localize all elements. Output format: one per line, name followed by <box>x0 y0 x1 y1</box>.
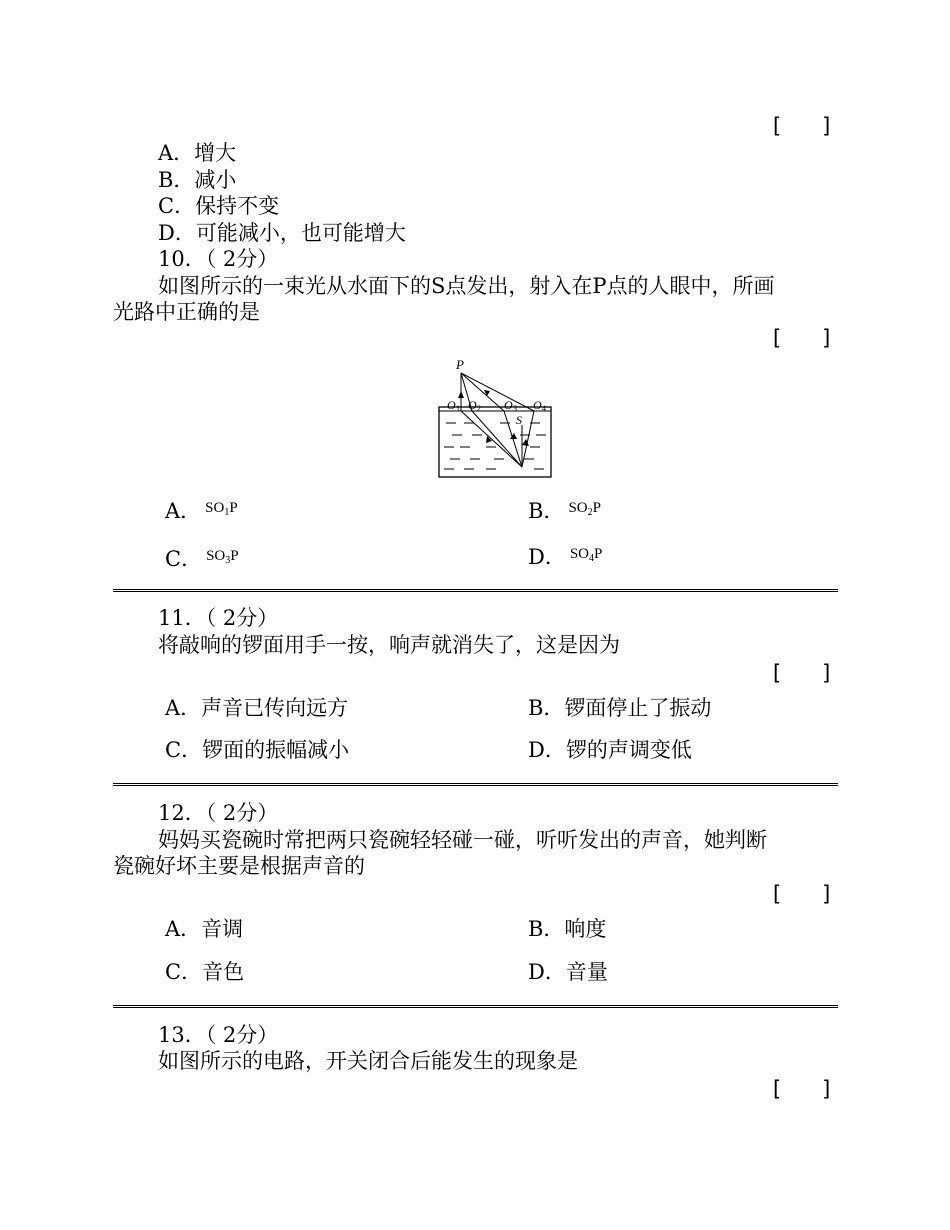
q12-stem-line1: 妈妈买瓷碗时常把两只瓷碗轻轻碰一碰，听听发出的声音，她判断 <box>158 828 767 852</box>
q11-option-b: B．锣面停止了振动 <box>528 696 712 720</box>
label-p: P <box>456 357 464 372</box>
q12-option-c: C．音色 <box>165 960 245 984</box>
separator-line <box>113 1005 838 1011</box>
separator-line <box>113 589 838 595</box>
q12-answer-bracket: [ ] <box>770 882 834 906</box>
q12-number: 12．（ 2分） <box>158 801 279 825</box>
q10-option-c: C． $^{SO_3P}$ <box>165 547 239 571</box>
q12-option-d: D．音量 <box>528 960 608 984</box>
q9-option-d: D．可能减小，也可能增大 <box>158 221 406 245</box>
q11-option-d: D．锣的声调变低 <box>528 738 692 762</box>
q9-answer-bracket: [ ] <box>770 114 834 138</box>
label-o4: O <box>533 398 542 412</box>
q13-number: 13．（ 2分） <box>158 1023 279 1047</box>
q12-option-a: A．音调 <box>165 917 244 941</box>
q10-answer-bracket: [ ] <box>770 326 834 350</box>
q10-light-path-figure <box>430 355 560 480</box>
q11-stem: 将敲响的锣面用手一按，响声就消失了，这是因为 <box>158 633 620 657</box>
water-dashes <box>444 423 546 469</box>
q11-answer-bracket: [ ] <box>770 661 834 685</box>
label-o2: O <box>468 398 477 412</box>
q11-option-a: A．声音已传向远方 <box>165 696 349 720</box>
q10-option-b: B． $^{SO_2P}$ <box>528 499 601 523</box>
q10-option-a: A． $^{SO_1P}$ <box>165 499 238 523</box>
q10-option-d: D． $^{SO_4P}$ <box>528 545 603 569</box>
q12-stem-line2: 瓷碗好坏主要是根据声音的 <box>113 854 365 878</box>
q13-stem: 如图所示的电路，开关闭合后能发生的现象是 <box>158 1049 578 1073</box>
label-o4-index: 4 <box>542 404 546 413</box>
q13-answer-bracket: [ ] <box>770 1077 834 1101</box>
label-o1: O <box>447 398 456 412</box>
q10-number: 10．（ 2分） <box>158 247 279 271</box>
label-o3: O <box>504 398 513 412</box>
label-o1-index: 1 <box>456 404 460 413</box>
label-s: S <box>516 413 522 427</box>
separator-line <box>113 783 838 789</box>
q10-stem-line2: 光路中正确的是 <box>113 300 260 324</box>
label-o3-index: 3 <box>513 404 517 413</box>
q11-option-c: C．锣面的振幅减小 <box>165 738 350 762</box>
q9-option-b: B．减小 <box>158 168 237 192</box>
q9-option-c: C．保持不变 <box>158 194 280 218</box>
label-o2-index: 2 <box>477 404 481 413</box>
q10-stem-line1: 如图所示的一束光从水面下的S点发出，射入在P点的人眼中，所画 <box>158 274 775 298</box>
q12-option-b: B．响度 <box>528 917 607 941</box>
q11-number: 11．（ 2分） <box>158 606 279 630</box>
q9-option-a: A．增大 <box>158 141 237 165</box>
